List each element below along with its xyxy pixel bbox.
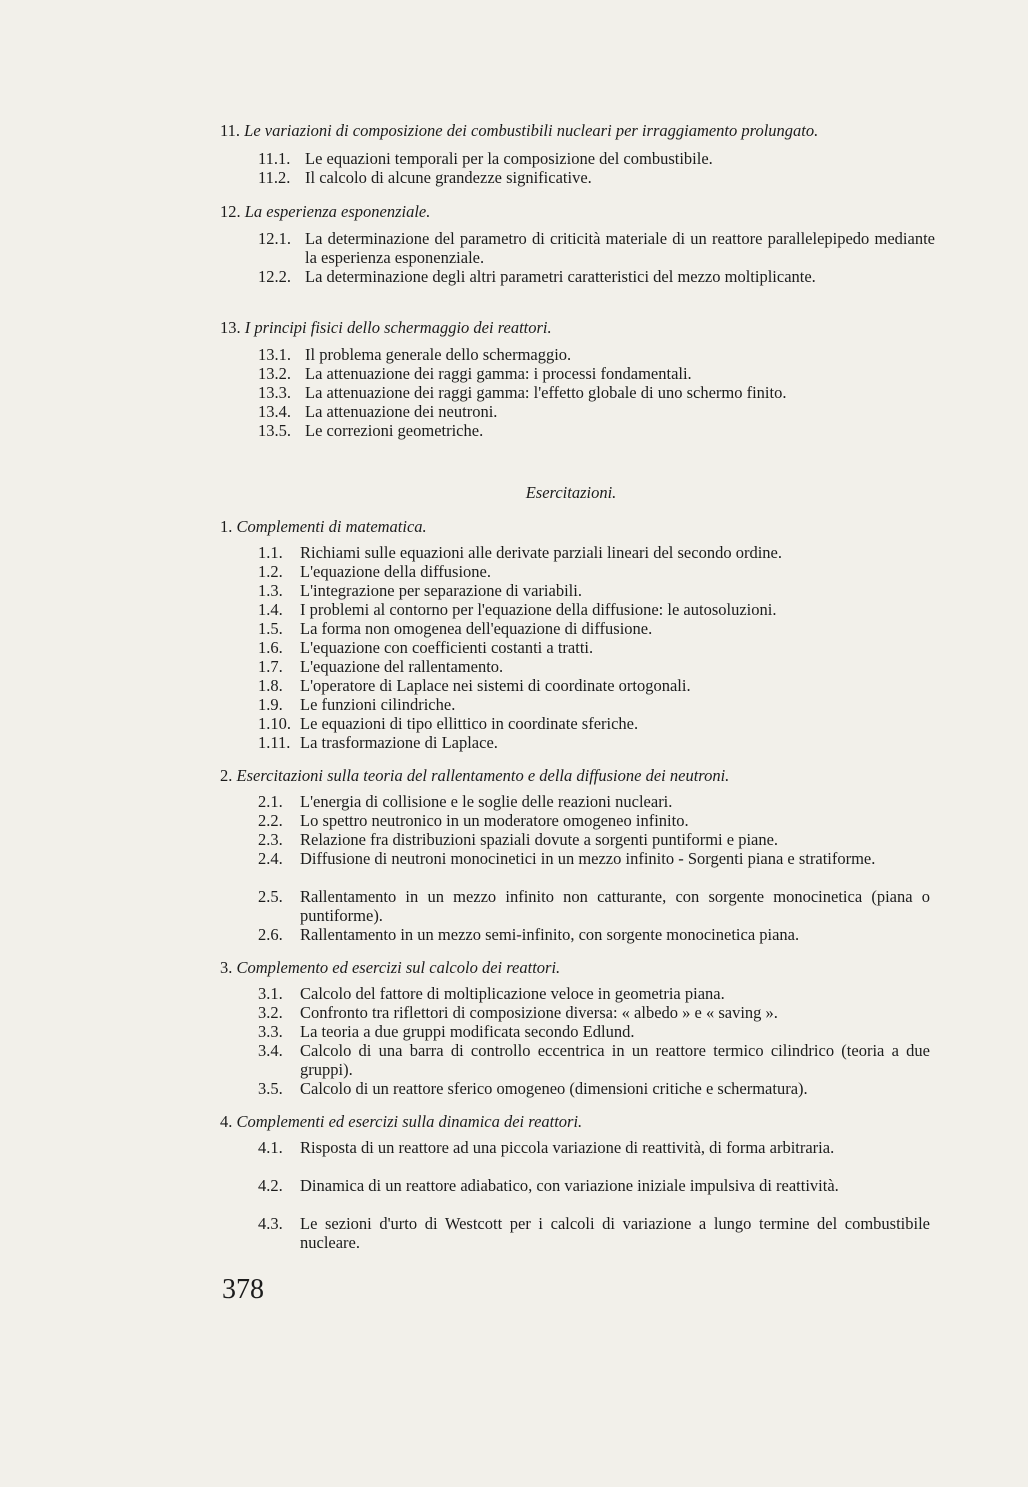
section-number: 13. — [220, 318, 241, 337]
item-number: 3.3. — [258, 1022, 283, 1041]
item-text: La attenuazione dei raggi gamma: i processi fondamentali. — [305, 364, 692, 383]
item-text: Calcolo di una barra di controllo eccentrica in un reattore termico cilindrico (teoria a due gruppi). — [300, 1041, 930, 1079]
section-heading-11 — [220, 121, 818, 141]
item-number: 11.2. — [258, 168, 291, 187]
exercise-heading-4 — [220, 1112, 582, 1132]
item-number: 4.3. — [258, 1214, 283, 1233]
item-number: 3.1. — [258, 984, 283, 1003]
item-text: L'energia di collisione e le soglie delle reazioni nucleari. — [300, 792, 673, 811]
item-text: Lo spettro neutronico in un moderatore omogeneo infinito. — [300, 811, 689, 830]
item-number: 1.2. — [258, 562, 283, 581]
item-text: La determinazione degli altri parametri caratteristici del mezzo moltiplicante. — [305, 267, 816, 286]
item-number: 1.8. — [258, 676, 283, 695]
item-text: Calcolo del fattore di moltiplicazione veloce in geometria piana. — [300, 984, 725, 1003]
section-title: Complementi di matematica. — [236, 517, 427, 536]
item-text: Richiami sulle equazioni alle derivate parziali lineari del secondo ordine. — [300, 543, 782, 562]
item-text: Diffusione di neutroni monocinetici in un mezzo infinito - Sorgenti piana e stratiforme. — [300, 849, 876, 868]
item-number: 1.6. — [258, 638, 283, 657]
item-text: La forma non omogenea dell'equazione di diffusione. — [300, 619, 653, 638]
page-number: 378 — [222, 1274, 264, 1305]
section-title: Esercitazioni sulla teoria del rallentamento e della diffusione dei neutroni. — [236, 766, 730, 785]
item-number: 12.1. — [258, 229, 291, 248]
item-number: 2.2. — [258, 811, 283, 830]
item-number: 2.5. — [258, 887, 283, 906]
item-text: L'operatore di Laplace nei sistemi di coordinate ortogonali. — [300, 676, 691, 695]
item-text: La determinazione del parametro di criticità materiale di un reattore parallelepipedo mediante la esperienza esponenziale. — [305, 229, 935, 267]
item-number: 12.2. — [258, 267, 291, 286]
section-heading-13 — [220, 318, 552, 338]
item-text: Dinamica di un reattore adiabatico, con variazione iniziale impulsiva di reattività. — [300, 1176, 839, 1195]
section-title: I principi fisici dello schermaggio dei reattori. — [244, 318, 552, 337]
item-text: L'integrazione per separazione di variabili. — [300, 581, 582, 600]
section-number: 11. — [220, 121, 241, 140]
item-text: L'equazione della diffusione. — [300, 562, 491, 581]
item-text: Rallentamento in un mezzo infinito non catturante, con sorgente monocinetica (piana o puntiforme). — [300, 887, 930, 925]
section-number: 12. — [220, 202, 241, 221]
item-text: La attenuazione dei neutroni. — [305, 402, 498, 421]
item-number: 1.10. — [258, 714, 291, 733]
section-number: 3. — [220, 958, 233, 977]
section-heading-12 — [220, 202, 430, 222]
item-number: 3.4. — [258, 1041, 283, 1060]
item-text: Risposta di un reattore ad una piccola variazione di reattività, di forma arbitraria. — [300, 1138, 835, 1157]
item-text: Le sezioni d'urto di Westcott per i calcoli di variazione a lungo termine del combustibile nucleare. — [300, 1214, 930, 1252]
section-number: 2. — [220, 766, 233, 785]
section-title: La esperienza esponenziale. — [244, 202, 431, 221]
item-number: 1.1. — [258, 543, 283, 562]
item-number: 1.7. — [258, 657, 283, 676]
item-number: 1.9. — [258, 695, 283, 714]
item-text: Calcolo di un reattore sferico omogeneo (dimensioni critiche e schermatura). — [300, 1079, 808, 1098]
item-number: 11.1. — [258, 149, 291, 168]
item-number: 1.4. — [258, 600, 283, 619]
item-text: Relazione fra distribuzioni spaziali dovute a sorgenti puntiformi e piane. — [300, 830, 779, 849]
item-number: 1.5. — [258, 619, 283, 638]
item-number: 1.11. — [258, 733, 291, 752]
item-number: 1.3. — [258, 581, 283, 600]
item-number: 2.6. — [258, 925, 283, 944]
item-text: La attenuazione dei raggi gamma: l'effetto globale di uno schermo finito. — [305, 383, 787, 402]
item-text: Le funzioni cilindriche. — [300, 695, 456, 714]
item-text: L'equazione del rallentamento. — [300, 657, 504, 676]
item-number: 2.3. — [258, 830, 283, 849]
item-number: 4.2. — [258, 1176, 283, 1195]
item-text: Le equazioni temporali per la composizione del combustibile. — [305, 149, 713, 168]
exercise-heading-3 — [220, 958, 560, 978]
item-text: La teoria a due gruppi modificata secondo Edlund. — [300, 1022, 635, 1041]
item-number: 4.1. — [258, 1138, 283, 1157]
section-title: Complemento ed esercizi sul calcolo dei reattori. — [236, 958, 561, 977]
item-text: Confronto tra riflettori di composizione diversa: « albedo » e « saving ». — [300, 1003, 778, 1022]
item-text: I problemi al contorno per l'equazione della diffusione: le autosoluzioni. — [300, 600, 777, 619]
item-text: L'equazione con coefficienti costanti a tratti. — [300, 638, 594, 657]
section-title: Complementi ed esercizi sulla dinamica dei reattori. — [236, 1112, 583, 1131]
item-number: 3.2. — [258, 1003, 283, 1022]
item-number: 3.5. — [258, 1079, 283, 1098]
item-text: La trasformazione di Laplace. — [300, 733, 498, 752]
item-number: 13.3. — [258, 383, 291, 402]
item-text: Il problema generale dello schermaggio. — [305, 345, 572, 364]
section-number: 1. — [220, 517, 233, 536]
item-number: 13.2. — [258, 364, 291, 383]
item-number: 13.1. — [258, 345, 291, 364]
section-title: Le variazioni di composizione dei combustibili nucleari per irraggiamento prolungato. — [244, 121, 819, 140]
exercises-title: Esercitazioni. — [525, 483, 617, 502]
item-number: 2.4. — [258, 849, 283, 868]
item-text: Le equazioni di tipo ellittico in coordinate sferiche. — [300, 714, 639, 733]
section-number: 4. — [220, 1112, 233, 1131]
item-text: Il calcolo di alcune grandezze significative. — [305, 168, 592, 187]
item-number: 2.1. — [258, 792, 283, 811]
item-number: 13.4. — [258, 402, 291, 421]
item-text: Le correzioni geometriche. — [305, 421, 484, 440]
item-number: 13.5. — [258, 421, 291, 440]
exercise-heading-2 — [220, 766, 729, 786]
exercise-heading-1 — [220, 517, 427, 537]
item-text: Rallentamento in un mezzo semi-infinito, con sorgente monocinetica piana. — [300, 925, 800, 944]
